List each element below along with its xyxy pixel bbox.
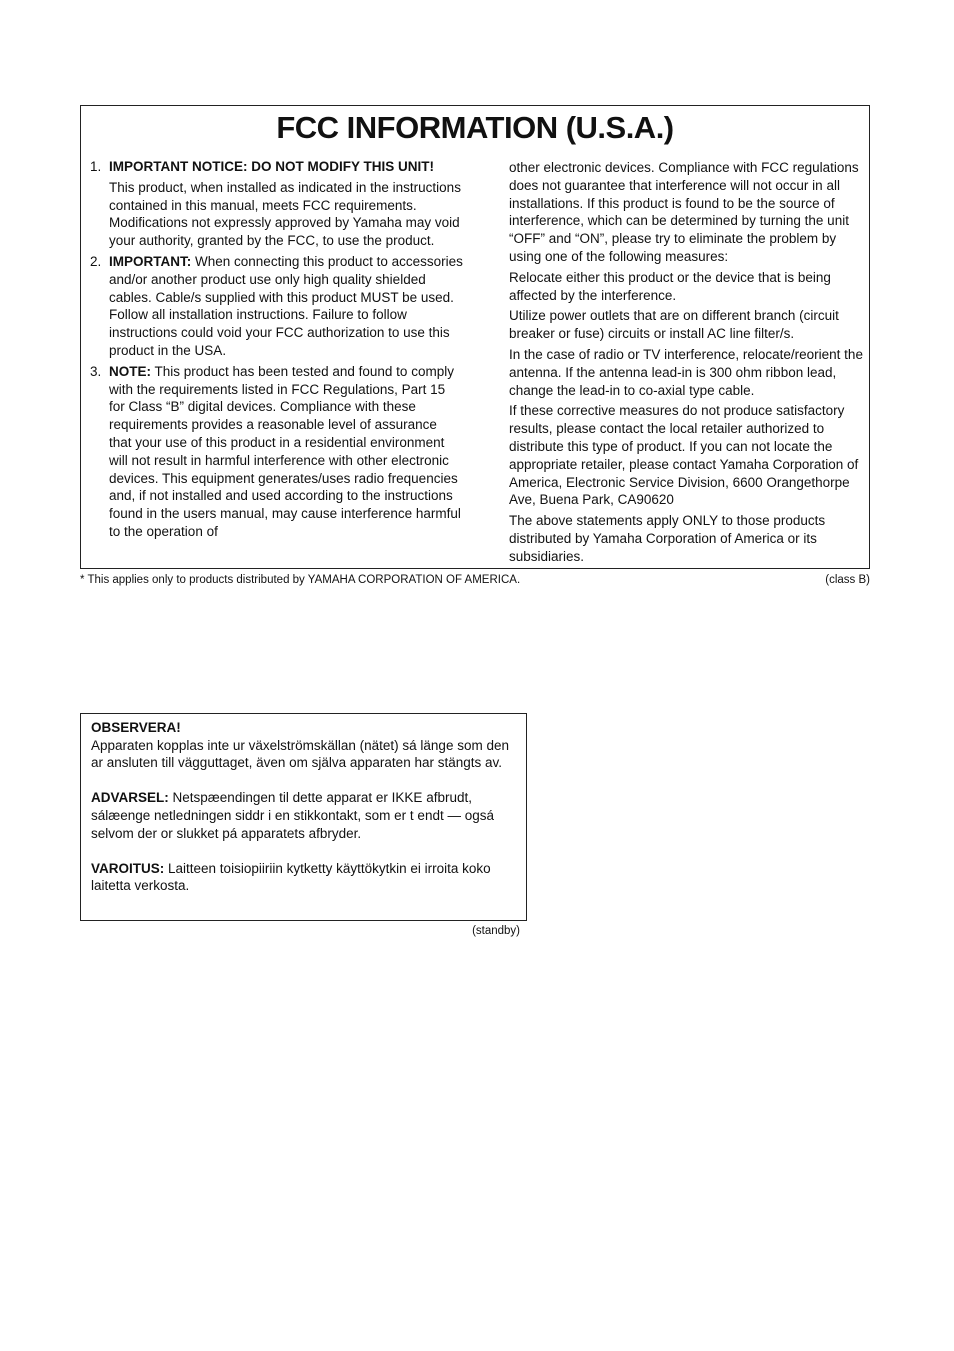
fcc-right-column [509,159,865,569]
fcc-item-3 [90,363,463,541]
fcc-information-box [80,105,870,569]
fcc-title: FCC INFORMATION (U.S.A.) [276,110,674,145]
item-heading: IMPORTANT: [109,253,192,269]
observera-notice [91,719,516,772]
fcc-paragraph: Utilize power outlets that are on different branch (circuit breaker or fuse) circuits or install AC line filter/s. [509,308,839,342]
observera-heading: OBSERVERA! [91,720,181,735]
fcc-paragraph: If these corrective measures do not produce satisfactory results, please contact the local retailer authorized to distribute this type of product. If you can not locate the appropriate retailer, please contact Yamaha Corporation of America, Electronic Service Division, 6600 Orangethorpe Ave, Buena Park, CA90620 [509,403,859,508]
item-text: This product, when installed as indicated in the instructions contained in this manual, meets FCC requirements. Modifications not expressly approved by Yamaha may void your authority, granted by the FCC, to use the product. [109,179,461,249]
varoitus-notice [91,860,516,895]
fcc-paragraph: The above statements apply ONLY to those products distributed by Yamaha Corporation of America or its subsidiaries. [509,513,826,564]
fcc-paragraph: other electronic devices. Compliance with FCC regulations does not guarantee that interference will not occur in all installations. If this product is found to be the source of interference, which can be determined by turning the unit “OFF” and “ON”, please try to eliminate the problem by using one of the following measures: [509,160,859,264]
observera-text: Apparaten kopplas inte ur växelströmskällan (nätet) sá länge som den ar ansluten till vägguttaget, även om själva apparaten har stängts av. [91,737,509,771]
standby-notice-box [80,713,527,921]
advarsel-heading: ADVARSEL: [91,790,169,806]
item-number: 2. [90,253,102,269]
fcc-paragraph: Relocate either this product or the device that is being affected by the interference. [509,269,831,303]
item-text: When connecting this product to accessories and/or another product use only high quality shielded cables. Cable/s supplied with this product MUST be used. Follow all installation instructions. Failure to follow instructions could void your FCC authorization to use this product in the USA. [109,253,463,358]
fcc-paragraph: In the case of radio or TV interference, relocate/reorient the antenna. If the antenna lead-in is 300 ohm ribbon lead, change the lead-in to co-axial type cable. [509,346,863,398]
varoitus-text: Laitteen toisiopiiriin kytketty käyttökytkin ei irroita koko laitetta verkosta. [91,860,491,894]
item-heading: NOTE: [109,363,151,379]
fcc-item-2 [90,253,463,360]
fcc-left-column [90,158,463,544]
fcc-item-1 [90,158,463,250]
item-heading: IMPORTANT NOTICE: DO NOT MODIFY THIS UNIT! [109,159,434,174]
advarsel-notice [91,789,516,842]
item-text: This product has been tested and found to comply with the requirements listed in FCC Regulations, Part 15 for Class “B” digital devices. Compliance with these requirements provides a reasonable level of assurance that your use of this product in a residential environment will not result in harmful interference with other electronic devices. This equipment generates/uses radio frequencies and, if not installed and used according to the instructions found in the users manual, may cause interference harmful to the operation of [109,363,461,539]
class-label: (class B) [825,574,870,586]
varoitus-heading: VAROITUS: [91,860,165,876]
fcc-footnote [80,574,870,586]
footnote-text: * This applies only to products distributed by YAMAHA CORPORATION OF AMERICA. [80,574,521,586]
item-number: 1. [90,159,102,174]
advarsel-text: Netspæendingen til dette apparat er IKKE afbrudt, sálæenge netledningen siddr i en stikkontakt, som er t endt — ogsá selvom der or slukket pá apparatets afbryder. [91,790,494,841]
standby-label: (standby) [472,925,520,937]
item-number: 3. [90,363,102,379]
